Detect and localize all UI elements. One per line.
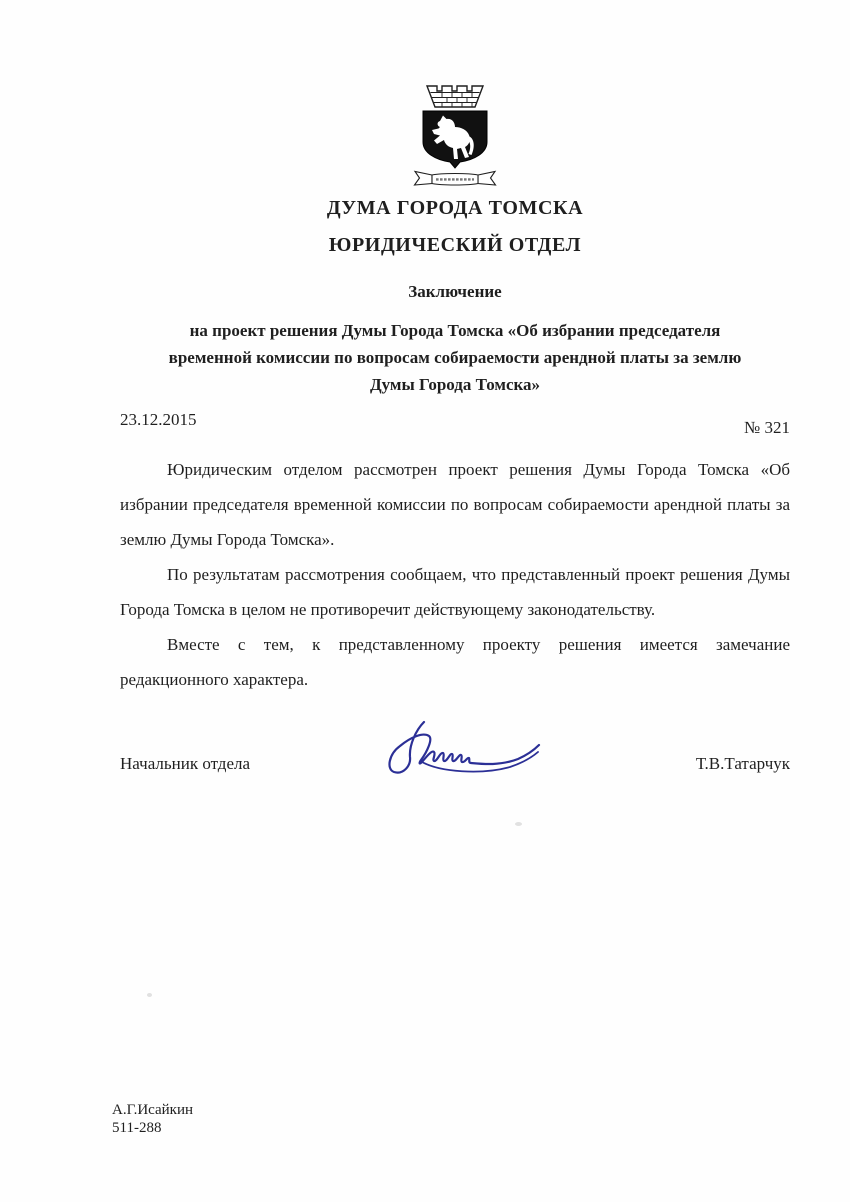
subject-line-3: Думы Города Томска» [369, 375, 541, 394]
signer-position: Начальник отдела [120, 754, 251, 773]
document-title: Заключение [408, 282, 502, 301]
handwritten-signature-ink [378, 708, 553, 790]
scan-artifact-speck [515, 822, 522, 826]
executor-phone: 511-288 [112, 1120, 162, 1136]
scan-artifact-speck [147, 993, 152, 997]
document-body [120, 452, 790, 697]
executor-footer [112, 1101, 193, 1137]
subject-line-2: временной комиссии по вопросам собираемости арендной платы за землю [168, 348, 742, 367]
org-name-line1: ДУМА ГОРОДА ТОМСКА [326, 197, 584, 219]
body-paragraph-1: Юридическим отделом рассмотрен проект решения Думы Города Томска «Об избрании председателя временной комиссии по вопросам собираемости арендной платы за землю Думы Города Томска». [120, 460, 790, 549]
document-subject [120, 317, 790, 398]
document-content [120, 83, 790, 774]
date-number-row [120, 410, 790, 438]
signer-name: Т.В.Татарчук [695, 754, 790, 773]
document-number: № 321 [744, 418, 790, 437]
org-name-line2: ЮРИДИЧЕСКИЙ ОТДЕЛ [328, 234, 582, 256]
executor-name: А.Г.Исайкин [112, 1102, 194, 1118]
document-date: 23.12.2015 [120, 410, 197, 429]
body-paragraph-2: По результатам рассмотрения сообщаем, что представленный проект решения Думы Города Томска в целом не противоречит действующему законодательству. [120, 565, 790, 619]
body-paragraph-3: Вместе с тем, к представленному проекту решения имеется замечание редакционного характера. [120, 635, 790, 689]
subject-line-1: на проект решения Думы Города Томска «Об избрании председателя [189, 321, 721, 340]
tomsk-coat-of-arms-icon [400, 83, 510, 189]
signature-block [120, 754, 790, 774]
